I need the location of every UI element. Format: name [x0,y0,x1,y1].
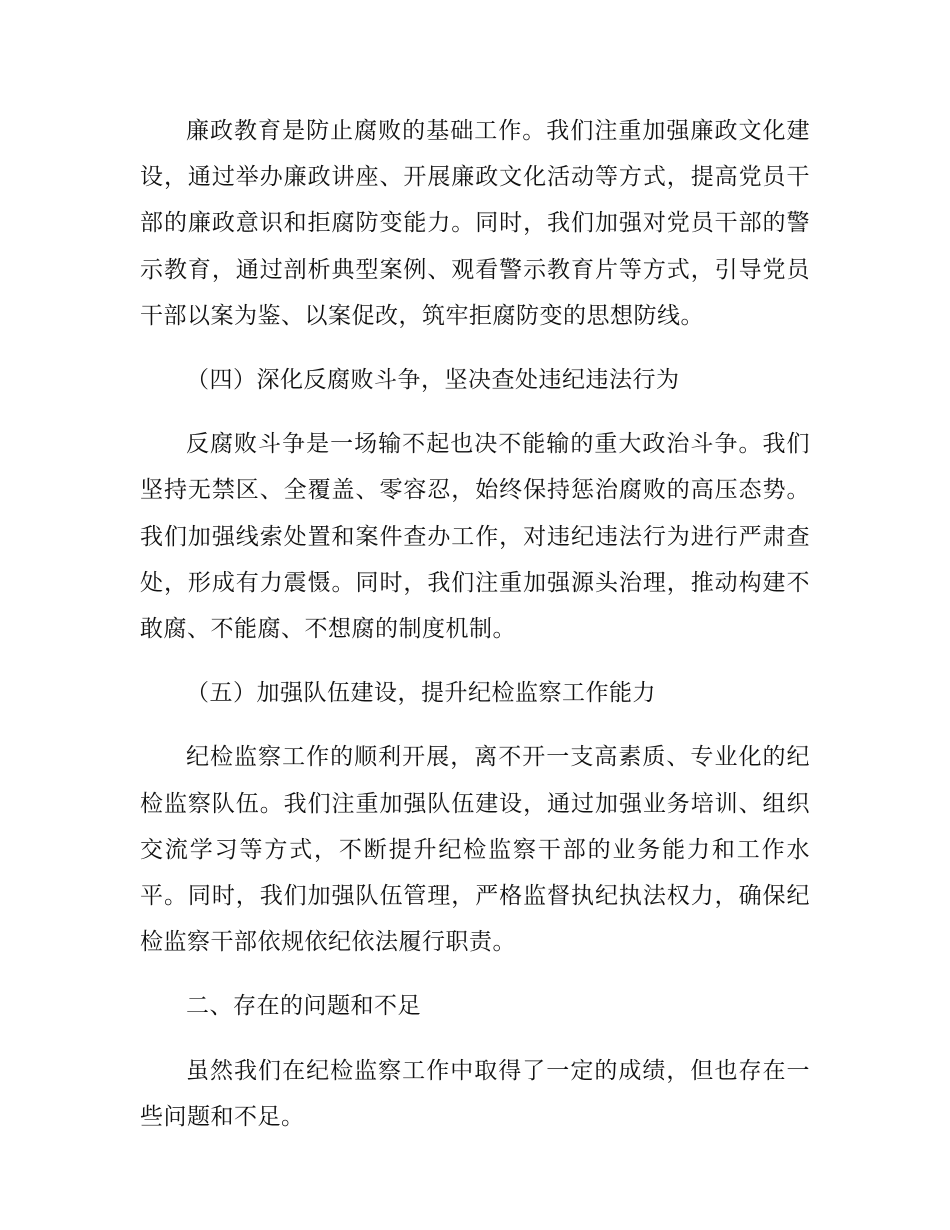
paragraph-team-building: 纪检监察工作的顺利开展，离不开一支高素质、专业化的纪检监察队伍。我们注重加强队伍建设，通过加强业务培训、组织交流学习等方式，不断提升纪检监察干部的业务能力和工作水平。同时，我们加强队伍管理，严格监督执纪执法权力，确保纪检监察干部依规依纪依法履行职责。 [140,744,810,956]
document-page [140,108,810,1140]
section-heading-problems: 二、存在的问题和不足 [186,993,421,1020]
paragraph-anti-corruption: 反腐败斗争是一场输不起也决不能输的重大政治斗争。我们坚持无禁区、全覆盖、零容忍，始终保持惩治腐败的高压态势。我们加强线索处置和案件查办工作，对违纪违法行为进行严肃查处，形成有力震慑。同时，我们注重加强源头治理，推动构建不敢腐、不能腐、不想腐的制度机制。 [140,431,810,643]
paragraph-integrity-education: 廉政教育是防止腐败的基础工作。我们注重加强廉政文化建设，通过举办廉政讲座、开展廉政文化活动等方式，提高党员干部的廉政意识和拒腐防变能力。同时，我们加强对党员干部的警示教育，通过剖析典型案例、观看警示教育片等方式，引导党员干部以案为鉴、以案促改，筑牢拒腐防变的思想防线。 [140,118,810,329]
section-heading-anti-corruption: （四）深化反腐败斗争，坚决查处违纪违法行为 [186,367,680,394]
section-heading-team-building: （五）加强队伍建设，提升纪检监察工作能力 [186,680,656,707]
paragraph-problems: 虽然我们在纪检监察工作中取得了一定的成绩，但也存在一些问题和不足。 [140,1057,810,1130]
